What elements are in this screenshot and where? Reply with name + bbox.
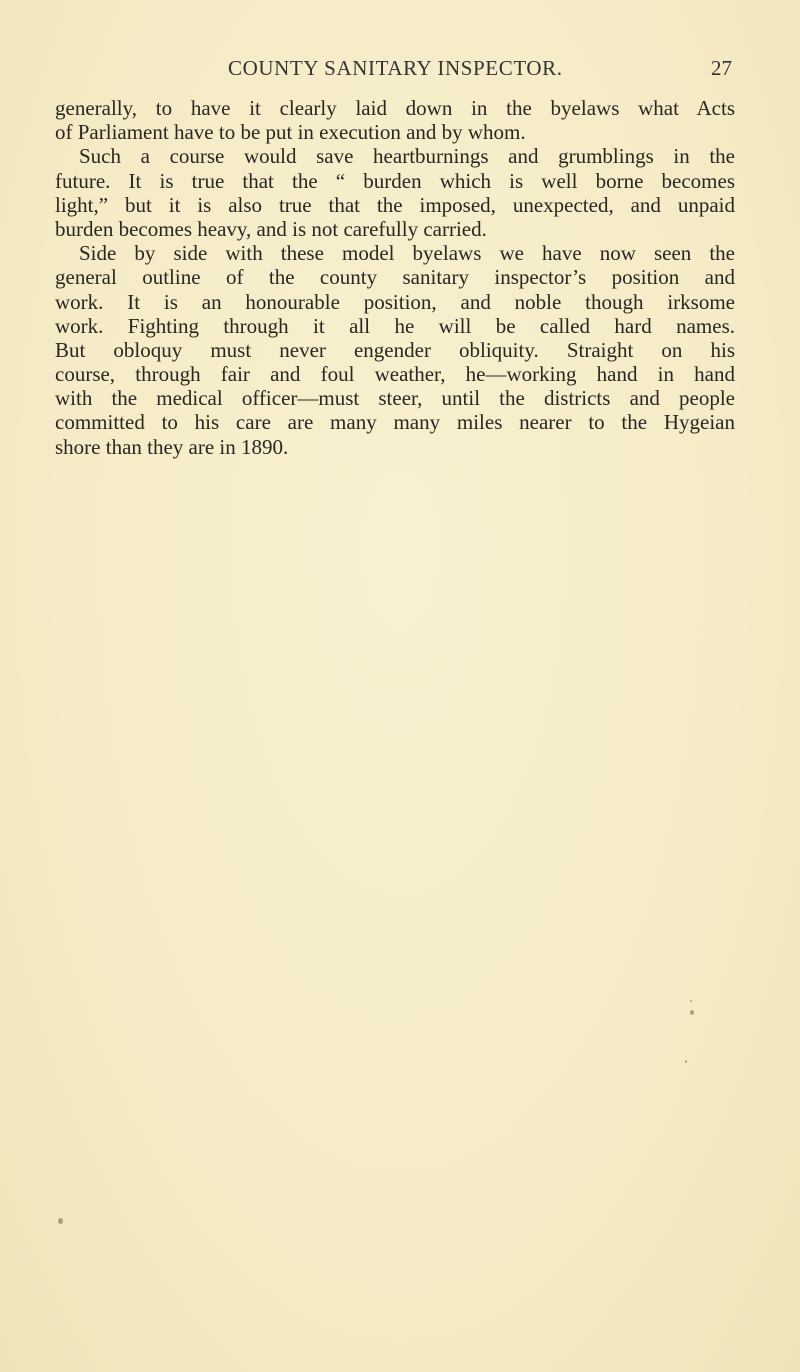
text-line: future. It is true that the “ burden which is well borne becomes <box>55 168 735 193</box>
text-line: general outline of the county sanitary inspector’s position and <box>55 265 735 290</box>
text-line: course, through fair and foul weather, he—working hand in hand <box>55 362 735 387</box>
paragraph <box>55 241 735 459</box>
text-line: burden becomes heavy, and is not carefully carried. <box>55 216 487 241</box>
text-line: generally, to have it clearly laid down in the byelaws what Acts <box>55 96 735 120</box>
text-line: shore than they are in 1890. <box>55 434 289 459</box>
running-title: COUNTY SANITARY INSPECTOR. <box>228 56 563 80</box>
text-line: work. Fighting through it all he will be called hard names. <box>55 313 735 338</box>
text-line: work. It is an honourable position, and noble though irksome <box>55 289 735 314</box>
text-line: with the medical officer—must steer, until the districts and people <box>55 386 735 411</box>
text-line: But obloquy must never engender obliquity. Straight on his <box>55 337 735 362</box>
paper-speck <box>685 1060 687 1063</box>
paper-speck <box>690 1000 692 1002</box>
running-head <box>0 56 800 86</box>
text-line: Side by side with these model byelaws we have now seen the <box>79 241 735 266</box>
paragraph <box>55 144 735 241</box>
page-number: 27 <box>711 56 732 80</box>
paper-speck <box>58 1218 63 1224</box>
paragraph <box>55 96 735 144</box>
text-line: Such a course would save heartburnings and grumblings in the <box>79 144 735 169</box>
text-line: committed to his care are many many miles nearer to the Hygeian <box>55 410 735 435</box>
text-line: of Parliament have to be put in execution and by whom. <box>55 120 526 145</box>
body-text <box>55 96 735 459</box>
paper-speck <box>690 1010 694 1015</box>
text-line: light,” but it is also true that the imposed, unexpected, and unpaid <box>55 192 735 217</box>
